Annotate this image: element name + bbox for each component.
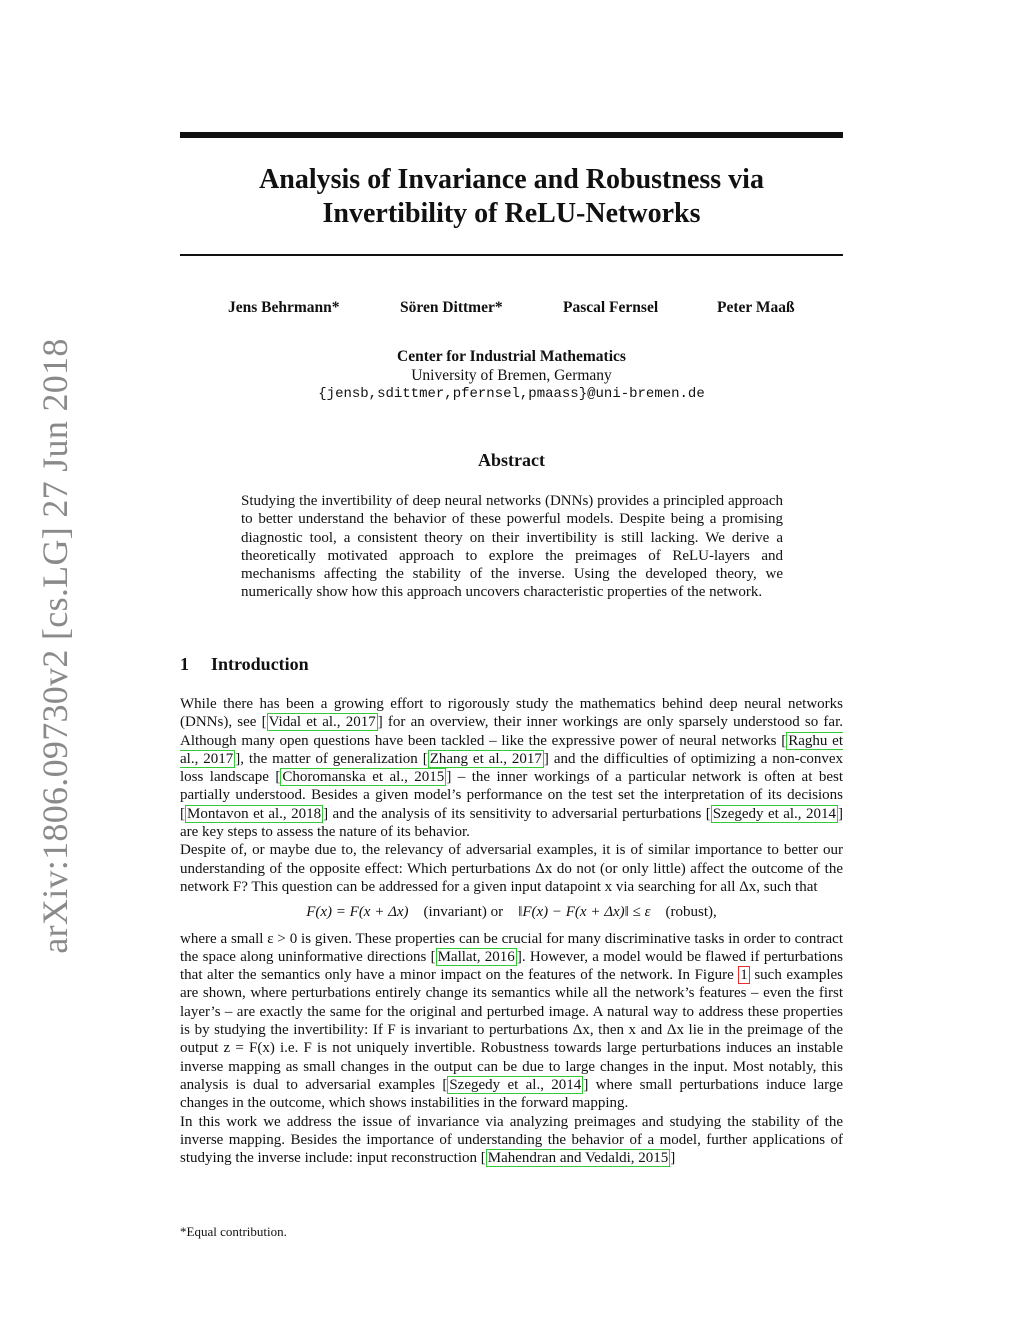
affiliation-institute: Center for Industrial Mathematics xyxy=(397,348,626,365)
affiliation-university: University of Bremen, Germany xyxy=(411,366,612,384)
section-heading-introduction xyxy=(180,654,309,675)
affiliation xyxy=(180,348,843,404)
arxiv-stamp: arXiv:1806.09730v2 [cs.LG] 27 Jun 2018 xyxy=(35,338,75,954)
figure-link[interactable]: 1 xyxy=(740,967,748,984)
equation-robust: ‖F(x) − F(x + Δx)‖ ≤ ε xyxy=(518,904,651,921)
abstract-text: Studying the invertibility of deep neural networks (DNNs) provides a principled approach to better understand the behavior of these powerful models. Despite being a promising diagnostic tool, a consistent theory on their invertibility is still lacking. We derive a theoretically motivated approach to explore the preimages of ReLU-layers and mechanisms affecting the stability of the inverse. Using the developed theory, we numerically show how this approach uncovers characteristic properties of the network. xyxy=(241,493,783,601)
citation-link[interactable]: Zhang et al., 2017 xyxy=(429,750,542,767)
author: Peter Maaß xyxy=(717,299,795,316)
citation-link[interactable]: Raghu et al., 2017 xyxy=(180,732,843,767)
citation-link[interactable]: Szegedy et al., 2014 xyxy=(449,1076,582,1093)
author: Pascal Fernsel xyxy=(563,299,659,316)
citation-link[interactable]: Montavon et al., 2018 xyxy=(187,805,322,822)
paper-title xyxy=(180,163,843,231)
affiliation-email: {jensb,sdittmer,pfernsel,pmaass}@uni-bremen.de xyxy=(318,386,705,402)
author: Jens Behrmann* xyxy=(228,299,340,316)
citation-link[interactable]: Choromanska et al., 2015 xyxy=(282,769,445,786)
paragraph: where a small ε > 0 is given. These properties can be crucial for many discriminative tasks in order to contract the space along uninformative directions [ Mallat, 2016 ]. However, a model would be flawed if perturbations that alter the semantics only have a minor impact on the features of the network. In Figure 1 such examples are shown, where perturbations entirely change its semantics while all the network’s features – even the first layer’s – are exactly the same for the original and perturbed image. A natural way to address these properties is by studying the invertibility: If F is invariant to perturbations Δx, then x and Δx lie in the preimage of the output z = F(x) i.e. F is not uniquely invertible. Robustness towards large perturbations induces an instable inverse mapping as small changes in the output can be due to large changes in the input. Most notably, this analysis is dual to adversarial examples [ Szegedy et al., 2014 ] where small perturbations induce large changes in the outcome, which shows instabilities in the forward mapping. xyxy=(180,930,844,1112)
section-number: 1 xyxy=(180,654,189,674)
equation-label: (robust), xyxy=(665,904,717,921)
equation-invariant: F(x) = F(x + Δx) xyxy=(306,904,409,921)
author-list xyxy=(180,299,843,321)
title-rule-top xyxy=(180,132,843,138)
citation-link[interactable]: Szegedy et al., 2014 xyxy=(712,805,836,822)
citation-link[interactable]: Vidal et al., 2017 xyxy=(268,714,376,731)
abstract-heading: Abstract xyxy=(478,450,545,470)
paragraph: Despite of, or maybe due to, the relevancy of adversarial examples, it is of similar importance to better our understanding of the opposite effect: Which perturbations Δx do not (or only little) affect the outcome of the network F? This question can be addressed for a given input datapoint x via searching for all Δx, such that xyxy=(180,842,843,895)
body-text xyxy=(180,695,843,1167)
paragraph: While there has been a growing effort to rigorously study the mathematics behind deep neural networks (DNNs), see [ Vidal et al., 2017 ] for an overview, their inner workings are only sparsely understood so far. Although many open questions have been tackled – like the expressive power of neural networks [ Raghu et al., 2017 ], the matter of generalization [ Zhang et al., 2017 ] and the difficulties of optimizing a non-convex loss landscape [ Choromanska et al., 2015 ] – the inner workings of a particular network is often at best partially understood. Besides a given model’s performance on the test set the interpretation of its decisions [ Montavon et al., 2018 ] and the analysis of its sensitivity to adversarial perturbations [ Szegedy et al., 2014 ] are key steps to assess the nature of its behavior. xyxy=(180,696,844,841)
citation-link[interactable]: Mallat, 2016 xyxy=(437,948,515,965)
section-title: Introduction xyxy=(211,654,309,674)
equation xyxy=(180,903,843,921)
paragraph: In this work we address the issue of invariance via analyzing preimages and studying the stability of the inverse mapping. Besides the importance of understanding the behavior of a model, further applications of studying the inverse include: input reconstruction [ Mahendran and Vedaldi, 2015 ] xyxy=(180,1113,843,1167)
title-line-1: Analysis of Invariance and Robustness via xyxy=(259,164,764,195)
author: Sören Dittmer* xyxy=(400,299,503,316)
title-line-2: Invertibility of ReLU-Networks xyxy=(322,198,701,229)
title-rule-bottom xyxy=(180,254,843,256)
equation-label: (invariant) or xyxy=(423,904,504,921)
citation-link[interactable]: Mahendran and Vedaldi, 2015 xyxy=(487,1150,669,1167)
footnote: *Equal contribution. xyxy=(180,1224,287,1239)
